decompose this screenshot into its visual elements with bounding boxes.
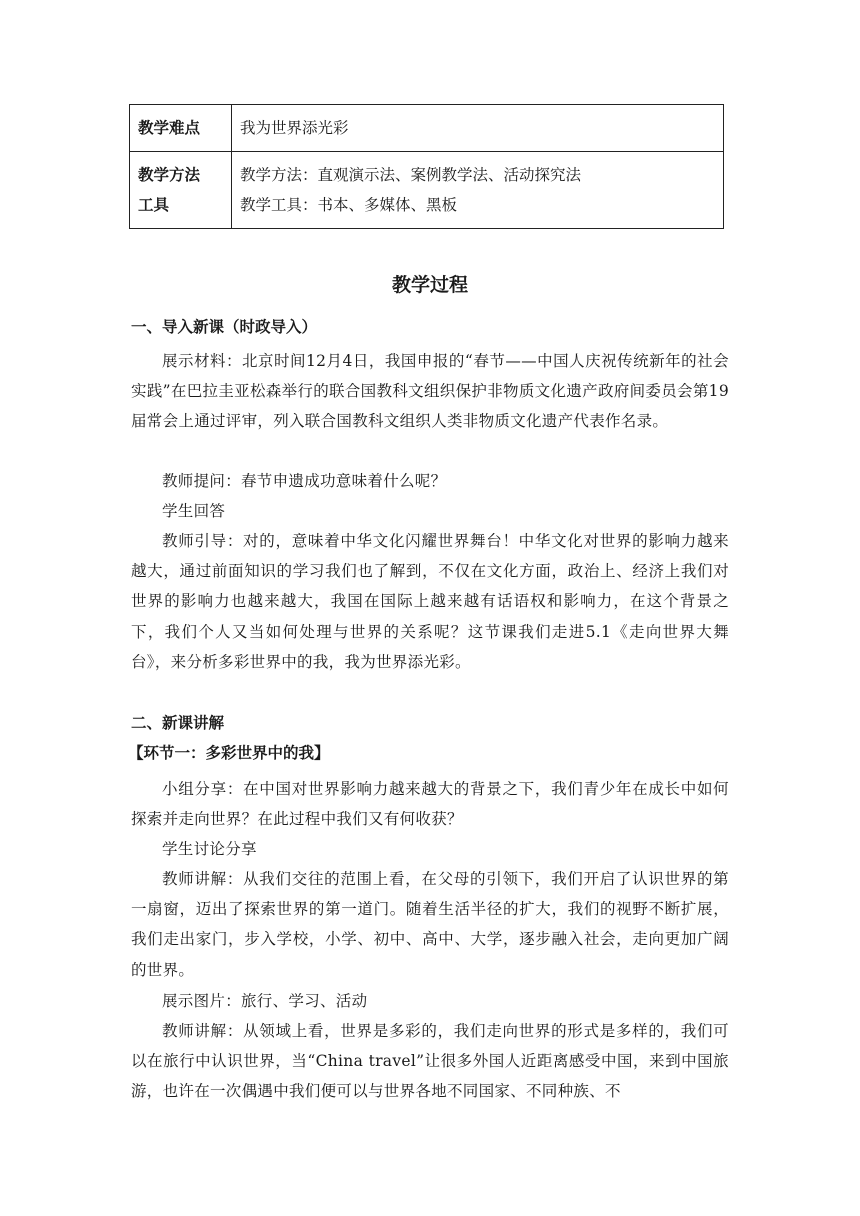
info-table bbox=[129, 104, 724, 229]
row-value-methods bbox=[232, 152, 724, 229]
table-row bbox=[130, 105, 724, 152]
row-value-difficulty: 我为世界添光彩 bbox=[232, 105, 724, 152]
paragraph-teacher-explain-2: 教师讲解：从领域上看，世界是多彩的，我们走向世界的形式是多样的，我们可以在旅行中认识世界，当“China travel”让很多外国人近距离感受中国，来到中国旅游，也许在一次偶遇中我们便可以与世界各地不同国家、不同种族、不 bbox=[131, 1022, 729, 1101]
methods-line: 教学方法：直观演示法、案例教学法、活动探究法 bbox=[240, 166, 582, 184]
section-heading-new-lesson: 二、新课讲解 bbox=[131, 714, 225, 732]
row-label-difficulty: 教学难点 bbox=[130, 105, 232, 152]
section-heading-intro: 一、导入新课（时政导入） bbox=[131, 318, 318, 336]
paragraph-student-answer: 学生回答 bbox=[162, 502, 226, 520]
paragraph-teacher-explain-1: 教师讲解：从我们交往的范围上看，在父母的引领下，我们开启了认识世界的第一扇窗，迈出了探索世界的第一道门。随着生活半径的扩大，我们的视野不断扩展，我们走出家门，步入学校，小学、初中、高中、大学，逐步融入社会，走向更加广阔的世界。 bbox=[131, 870, 729, 979]
subsection-heading: 【环节一：多彩世界中的我】 bbox=[128, 744, 330, 762]
paragraph-show-images: 展示图片：旅行、学习、活动 bbox=[162, 992, 368, 1010]
row-label-methods bbox=[130, 152, 232, 229]
paragraph-student-discussion: 学生讨论分享 bbox=[162, 840, 257, 858]
paragraph-teacher-guide: 教师引导：对的，意味着中华文化闪耀世界舞台！中华文化对世界的影响力越来越大，通过前面知识的学习我们也了解到，不仅在文化方面，政治上、经济上我们对世界的影响力也越来越大，我国在国际上越来越有话语权和影响力，在这个背景之下，我们个人又当如何处理与世界的关系呢？这节课我们走进5.1《走向世界大舞台》，来分析多彩世界中的我，我为世界添光彩。 bbox=[131, 532, 729, 671]
table-row bbox=[130, 152, 724, 229]
paragraph-question: 教师提问：春节申遗成功意味着什么呢？ bbox=[162, 472, 447, 490]
row-label-line: 工具 bbox=[138, 196, 170, 214]
paragraph-material: 展示材料：北京时间12月4日，我国申报的“春节——中国人庆祝传统新年的社会实践”在巴拉圭亚松森举行的联合国教科文组织保护非物质文化遗产政府间委员会第19届常会上通过评审，列入联合国教科文组织人类非物质文化遗产代表作名录。 bbox=[131, 352, 729, 431]
row-label-line: 教学方法 bbox=[138, 166, 201, 184]
page-title: 教学过程 bbox=[391, 274, 468, 296]
paragraph-group-share: 小组分享：在中国对世界影响力越来越大的背景之下，我们青少年在成长中如何探索并走向世界？在此过程中我们又有何收获？ bbox=[131, 780, 729, 829]
tools-line: 教学工具：书本、多媒体、黑板 bbox=[240, 196, 458, 214]
